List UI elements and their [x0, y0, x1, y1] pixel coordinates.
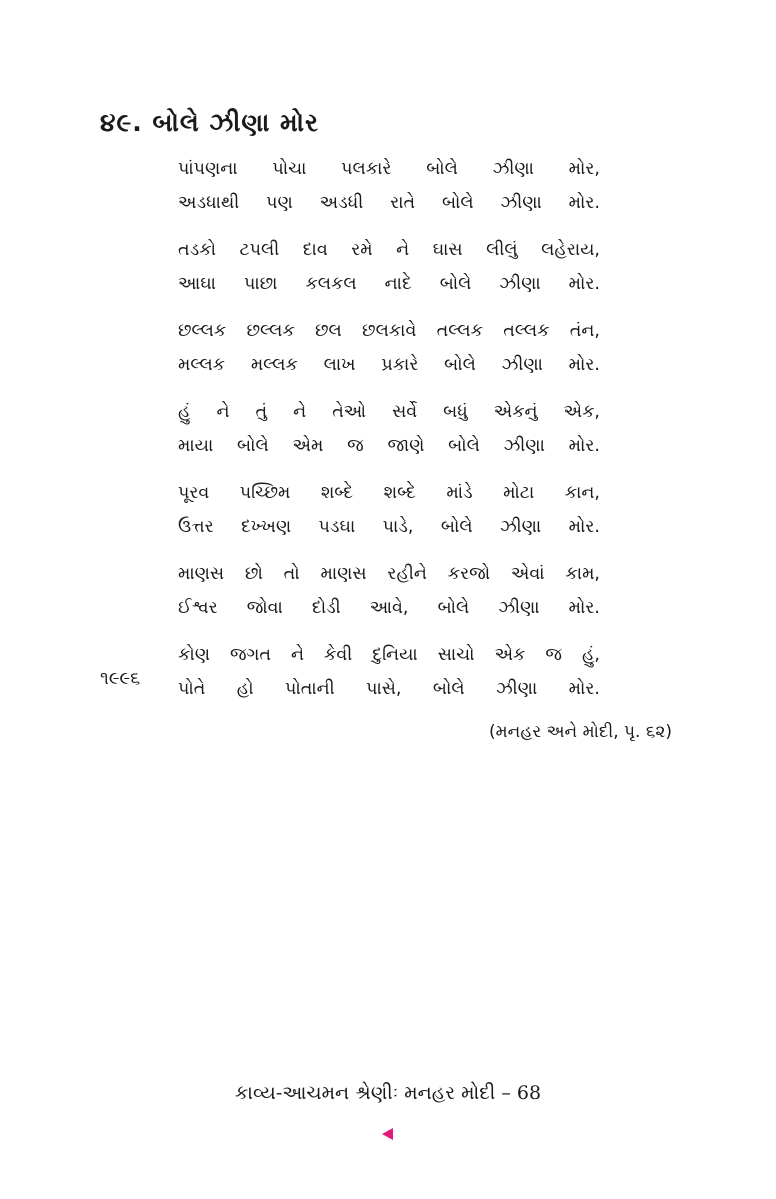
- poem-line: માણસ છો તો માણસ રહીને કરજો એવાં કામ,: [178, 564, 600, 584]
- poem-line: હું ને તું ને તેઓ સર્વે બધું એકનું એક,: [178, 402, 600, 422]
- poem-line: તડકો ટપલી દાવ રમે ને ઘાસ લીલું લહેરાય,: [178, 240, 600, 260]
- stanza-2: [178, 233, 600, 301]
- previous-page-arrow-icon[interactable]: [382, 1128, 393, 1140]
- stanza-5: [178, 476, 600, 544]
- poem-line: આઘા પાછા કલકલ નાદે બોલે ઝીણા મોર.: [178, 274, 600, 294]
- poem-source-citation: (મનહર અને મોદી, પૃ. ૬૨): [489, 722, 672, 742]
- poem-body: [178, 152, 600, 719]
- poem-line: ઉત્તર દખ્ખણ પડઘા પાડે, બોલે ઝીણા મોર.: [178, 517, 600, 537]
- poem-year: ૧૯૯૬: [100, 668, 141, 689]
- page-footer: કાવ્ય-આચમન શ્રેણીઃ મનહર મોદી – 68: [234, 1082, 542, 1104]
- poem-title: ૪૯. બોલે ઝીણા મોર: [100, 108, 319, 137]
- poem-line: ઈશ્વર જોવા દોડી આવે, બોલે ઝીણા મોર.: [178, 598, 600, 618]
- poem-line: પૂરવ પચ્છિમ શબ્દે શબ્દે માંડે મોટા કાન,: [178, 483, 600, 503]
- poem-line: અડધાથી પણ અડધી રાતે બોલે ઝીણા મોર.: [178, 193, 600, 213]
- poem-line: કોણ જગત ને કેવી દુનિયા સાચો એક જ હું,: [178, 645, 600, 665]
- poem-line: માયા બોલે એમ જ જાણે બોલે ઝીણા મોર.: [178, 436, 600, 456]
- stanza-1: [178, 152, 600, 220]
- stanza-6: [178, 557, 600, 625]
- stanza-4: [178, 395, 600, 463]
- poem-line: પાંપણના પોચા પલકારે બોલે ઝીણા મોર,: [178, 159, 600, 179]
- stanza-7: [178, 638, 600, 706]
- poem-line: મલ્લક મલ્લક લાખ પ્રકારે બોલે ઝીણા મોર.: [178, 355, 600, 375]
- stanza-3: [178, 314, 600, 382]
- poem-line: પોતે હો પોતાની પાસે, બોલે ઝીણા મોર.: [178, 679, 600, 699]
- poem-line: છલ્લક છલ્લક છલ છલકાવે તલ્લક તલ્લક તંન,: [178, 321, 600, 341]
